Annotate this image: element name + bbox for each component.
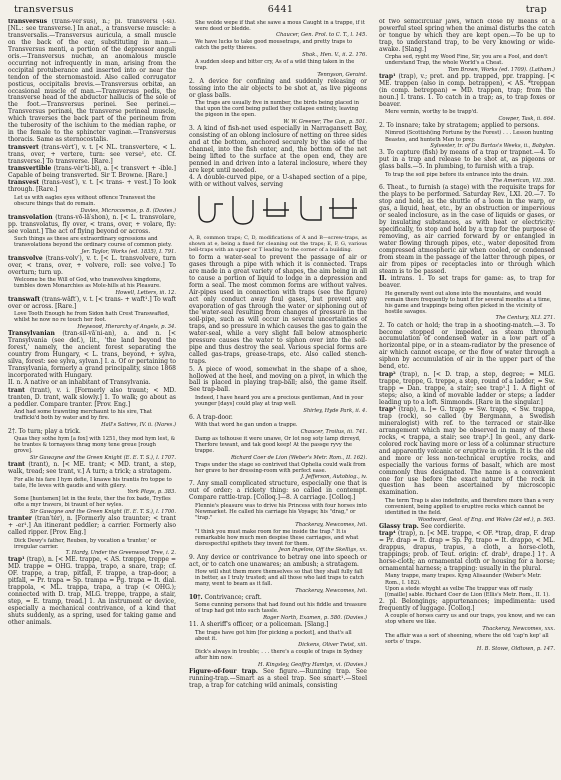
dictionary-entry bbox=[379, 276, 555, 290]
entry-text: Love Tooth Enough he from Sidon hath Crest Transwafted, whilst he now no re touch her foot. bbox=[14, 311, 170, 324]
trap-diagram-figure bbox=[193, 192, 363, 230]
entry-text: Jean Ingelow, Off the Skelligs, xx. bbox=[278, 547, 367, 554]
entry-text: 3. To capture (fish) by means of a trap or trapnet.—4. To put in a trap and release to be shot at, as pigeons or glass balls.—5. In plumbing, to furnish with a trap. bbox=[379, 149, 555, 171]
entry-text: 2. pl. Belongings; appurtenances; impedimenta: used frequently of luggage. [Colloq.] bbox=[379, 597, 555, 612]
entry-text: A sudden sleep and bitter cry, As of a wild thing taken in the trap. bbox=[195, 59, 355, 72]
dictionary-entry bbox=[189, 255, 367, 366]
entry-text: Richard Coer de Lion (Weber's Metr. Rom., II. 162). bbox=[230, 454, 367, 461]
page-number: 6441 bbox=[267, 4, 294, 15]
trap-shape-1 bbox=[233, 196, 253, 224]
quotation bbox=[189, 422, 367, 428]
quotation bbox=[8, 195, 176, 207]
dictionary-entry bbox=[189, 79, 367, 100]
dictionary-entry bbox=[8, 215, 176, 236]
quotation bbox=[189, 529, 367, 547]
dictionary-entry bbox=[8, 180, 176, 194]
entry-text: 11. A sheriff's officer, or a policeman. [Slang.] bbox=[189, 621, 329, 629]
dictionary-entry bbox=[189, 175, 367, 189]
quotation bbox=[189, 100, 367, 118]
headword: transvolve bbox=[8, 254, 43, 262]
dictionary-entry bbox=[379, 599, 555, 613]
headword: transvert bbox=[8, 143, 39, 151]
entry-text: (trant), v. i. [Formerly also traunt; < MD. tranten, D. trant, walk slowly.] 1. To walk; go about as a peddler. Compare tranter. [Prov. Eng.] bbox=[8, 386, 176, 408]
citation bbox=[189, 642, 367, 648]
quotation bbox=[189, 436, 367, 454]
entry-text: Mere vermin, worthy to be trapp'd. bbox=[385, 109, 478, 116]
entry-text: The Century, XLI. 271. bbox=[495, 315, 555, 322]
quotation bbox=[379, 54, 555, 66]
quotation bbox=[189, 630, 367, 642]
dictionary-entry bbox=[8, 297, 176, 311]
entry-text: Crpha sed, ryght my Wood Fine, Sir, you are a Fool, and don't understand Trap, the whole World's a Cheat. bbox=[385, 54, 548, 67]
entry-text: H. B. Stowe, Oldtown, p. 147. bbox=[476, 645, 555, 652]
quotation bbox=[8, 477, 176, 489]
quotation bbox=[189, 39, 367, 51]
entry-text: 7. Any small complicated structure, especially one that is out of order; a rickety thing: so called in contempt. Compare rattle-trap. [Colloq.]—8. A carriage. [Colloq.] bbox=[189, 480, 367, 502]
entry-text: Let us with eagles eyes without offence Transvest the obscure things that do remain. bbox=[14, 194, 156, 207]
dictionary-entry bbox=[189, 622, 367, 629]
entry-text: (trans-wäft′), v. t. [< trans- + waft¹.] To waft over or across. [Rare.] bbox=[8, 295, 176, 310]
headword: transvertible bbox=[8, 165, 52, 173]
entry-text: (trap), n. [< ME. trappe, < AS. træppe, treppe = MD. trappe = OHG. trappa, trapo, a snare, trap; cf. OF. trappe, a trap, pitfall, F. trappe, a trap-door, a pitfall, = Pr. trapa = Sp. trampa = Pg. trapa = It. dial. trappola, < ML. trappa, trapa, a trap (< OHG.); connected with D. trap, MLG. treppe, trappe, a stair, step, = E. tramp, tread.] 1. An instrument or device, especially a mechanical contrivance, of a kind that shuts suddenly, as a spring, used for taking game and other animals. bbox=[8, 556, 176, 626]
dictionary-entry bbox=[189, 595, 367, 602]
entry-text: 6. Theat., to furnish (a stage) with the requisite traps for the plays to be performed. Saturday Rev., LXI. 20.—7. To stop and hold, as the shuttle of a loom in the warp, or gas, a liquid, heat, etc., by an obstruction or impervious or sealed inclosure, as in the case of liquids or gases, or by insulating substances, as with heat or electricity: specifically, to stop and hold by a trap for the purpose of removing, as air carried forward by or entangled in water flowing through pipes, etc., water deposited from compressed atmospheric air when cooled, or condensed from steam in the passage of the latter through pipes, or air from pipes or receptacles into or through which steam is to be passed. bbox=[379, 184, 555, 275]
entry-text: Traps under the stage so contrived that Ophelia could walk from her grave to her dressing-room with perfect ease. bbox=[195, 461, 366, 474]
entry-text: 2. A device for confining and suddenly releasing or tossing into the air objects to be shot at, as live pigeons or glass balls. bbox=[189, 77, 367, 99]
headword: trap³ bbox=[379, 405, 396, 413]
quotation bbox=[189, 395, 367, 407]
entry-text: Flennie's pleasure was to drive his Princess with four horses into Newmarket. He called his carriage his Voyage; his "drag," or "trap." bbox=[195, 502, 367, 522]
entry-text: intrans. 1. To set traps for game: as, to trap for beaver. bbox=[379, 275, 555, 290]
entry-text: Indeed, I have heard you are a precious gentleman, And in your younger [days] could play at trap well. bbox=[195, 394, 364, 407]
quotation bbox=[189, 462, 367, 474]
entry-text: With that word he gan undon a trappe. bbox=[195, 422, 298, 429]
entry-text: Dick Dewy's father, Reuben, by vocation a 'tranter,' or irregular carrier. bbox=[14, 537, 157, 550]
entry-text: The traps have got him [for picking a pocket], and that's all about it. bbox=[195, 629, 352, 642]
entry-text: Jer. Taylor, Works (ed. 1835), I. 791. bbox=[81, 248, 176, 255]
entry-text: Many trappe, many trapes. Kyng Alisaunder (Weber's Metr. Rom., I. 182). bbox=[385, 573, 542, 586]
headword: trap¹ bbox=[379, 73, 396, 81]
entry-text: T. Hardy, Under the Greenwood Tree, i. 2. bbox=[65, 550, 176, 557]
trap-shape-0 bbox=[199, 196, 223, 222]
entry-text: of two semicircular jaws, which close by means of a powerful steel spring when the animal disturbs the catch or tongue by which they are kept open.—To be up to trap, to understand trap, to be very knowing or wide-awake. [Slang.] bbox=[379, 19, 555, 53]
dictionary-entry bbox=[379, 531, 555, 573]
headword: transvest bbox=[8, 179, 40, 187]
entry-text: We have lucks to take good mousetraps, and pretty traps to catch the petty thieves. bbox=[195, 39, 353, 52]
entry-text: Some [huntsmen] let in the feute, ther the fox bade, Tryfles ofte a myr travers, bi traunt of her wyles. bbox=[14, 496, 171, 509]
entry-text: (trap), v.; pret. and pp. trapped, ppr. trapping. [< ME. trappen (also in comp. betrappen), < AS. *treppan (in comp. betreppan) = MD. trappen, trap; from the noun.] I. trans. 1. To catch in a trap; as, to trap foxes or beaver. bbox=[379, 73, 555, 108]
quotation bbox=[8, 236, 176, 248]
entry-text: Sir Gawayne and the Green Knight (E. E. T. S.), l. 1700. bbox=[29, 509, 176, 516]
entry-text: Some cunning persons that had found out his fiddle and treasure of trap had got into such tassle. bbox=[195, 602, 367, 615]
entry-text: Nimrod (Scottish(ing Fortune by the Forest) . . . Lesson hunting Beastes, and hunteth Men to prey. bbox=[385, 130, 554, 143]
entry-text: Contrivance; craft. bbox=[204, 593, 262, 601]
headword: transversus bbox=[8, 19, 48, 25]
entry-text: For alle his fare I hym defie, I knawe his trantis fro toppe to taile, He leves with gaudis and with gilery. bbox=[14, 476, 172, 489]
entry-text: Tennyson, Geraint. bbox=[317, 71, 367, 78]
headword: trant bbox=[8, 386, 25, 394]
quotation bbox=[189, 59, 367, 71]
quotation bbox=[8, 409, 176, 421]
quotation bbox=[8, 311, 176, 323]
entry-text: Chaucer, Troilus, iii. 741. bbox=[300, 428, 367, 435]
entry-text: 6. A trap-door. bbox=[189, 413, 233, 421]
column-1 bbox=[8, 19, 176, 774]
quotation bbox=[8, 436, 176, 454]
dictionary-entry bbox=[189, 669, 367, 690]
column-3 bbox=[379, 19, 555, 774]
headword: Transylvanian bbox=[8, 330, 55, 338]
quotation bbox=[8, 496, 176, 508]
entry-text: How will shut them more themselves so that they shall fully fall in better, as I truly trusted; and all those who laid traps to catch many, went to beam as it fall. bbox=[195, 568, 364, 588]
dictionary-entry bbox=[189, 367, 367, 395]
quotation bbox=[8, 538, 176, 550]
entry-text: Thackeray, Newcomes, lvii. bbox=[295, 521, 367, 528]
entry-text: (trant), n. [< ME. trant; < MD. trant, a step, walk, tread; see trant, v.] A turn; a trick; a stratagem. bbox=[8, 461, 176, 476]
entry-text: Dickens, Oliver Twist, xiii. bbox=[298, 642, 367, 649]
citation bbox=[379, 646, 555, 652]
headword: Glassy trap. bbox=[379, 522, 419, 530]
dictionary-entry bbox=[379, 123, 555, 130]
quotation bbox=[8, 277, 176, 289]
quotation bbox=[189, 503, 367, 521]
entry-text: See cordierite. bbox=[420, 522, 466, 530]
entry-text: J. Jefferson, Autobiog., iv. bbox=[300, 474, 367, 481]
entry-text: (trans-volv′), v. t. [< L. transvolvere, turn over, < trans, over, + volvere, roll: see volve.] To overturn; turn up. bbox=[8, 254, 176, 276]
citation bbox=[379, 626, 555, 632]
entry-text: Shirley, Hyde Park, ii. 4. bbox=[303, 407, 367, 414]
entry-text: (trans-vest′), v. t. [< trans- + vest.] To look through. [Rare.] bbox=[8, 179, 176, 194]
entry-text: Hall's Satires, IV. ii. (Nares.) bbox=[101, 421, 176, 428]
citation bbox=[189, 52, 367, 58]
dictionary-entry bbox=[8, 388, 176, 409]
quotation bbox=[379, 291, 555, 315]
entry-text: The term Trap is also indefinite, and therefore more than a very convenient, being applied to eruptive rocks which cannot be identified in the field. bbox=[385, 497, 554, 517]
quotation bbox=[379, 109, 555, 115]
entry-text: Sylvester, tr. of Du Bartas's Weeks, ii., Babylon. bbox=[430, 143, 555, 150]
headword: Figure-of-four trap. bbox=[189, 668, 258, 676]
headword: tranter bbox=[8, 515, 32, 523]
header-right-guideword: trap bbox=[525, 4, 547, 15]
dictionary-entry bbox=[8, 19, 176, 144]
entry-text: (tran′tėr), n. [Formerly also traunter; < trant + -er¹.] An itinerant peddler; a carrier. Formerly also called ripper. [Prov. Eng.] bbox=[8, 515, 176, 537]
dictionary-entry bbox=[379, 19, 555, 54]
entry-text: Thackeray, Newcomes, xxx. bbox=[482, 625, 555, 632]
citation bbox=[189, 429, 367, 435]
entry-text: 3. A kind of fish-net used especially in Narragansett Bay, consisting of an oblong inclosure of netting on three sides and at the bottom, anchored securely by the side of the channel, into the fish enter, and, the bottom of the net being lifted to the surface at the open end, they are penned in and driven into a lateral inclosure, where they are kept until needed. bbox=[189, 125, 367, 174]
header-left-guideword: transversus bbox=[14, 4, 74, 15]
entry-text: He generally went out alone into the mountains, and would remain there frequently to hunt if for several months at a time, his game and trappings being often picked in the vicinity of hostile savages. bbox=[385, 290, 552, 315]
quotation bbox=[189, 569, 367, 587]
quotation bbox=[379, 130, 555, 142]
entry-text: (trap), n. [= G. trapp = Sw. trapp, < Sw. trappa, trap (rock), so called (by Bergmann, a Swedish mineralogist) with ref. to the terraced or stair-like arrangement which may be observed in many of these rocks, < trappa, a stair; see trap².] In geol., any dark-colored rock having more or less of a columnar structure and apparently volcanic or eruptive in origin. It is the old and more or less non-technical eruptive rocks, and especially the various forms of basalt, which are most commonly thus designated. The name is a convenient one for use before the exact nature of the rock in question has been ascertained by microscopic examination. bbox=[379, 405, 555, 497]
headword: transwaft bbox=[8, 295, 40, 303]
trap-shape-2 bbox=[263, 198, 289, 216]
entry-text: W. W. Greener, The Gun, p. 501. bbox=[283, 118, 367, 125]
citation bbox=[189, 32, 367, 38]
headword: trap¹ bbox=[8, 556, 25, 564]
quotation bbox=[379, 586, 555, 598]
dictionary-entry bbox=[8, 516, 176, 537]
dictionary-entry bbox=[8, 429, 176, 436]
dictionary-entry bbox=[379, 74, 555, 109]
entry-text: 2†. To turn; play a trick. bbox=[8, 427, 81, 435]
entry-text: "I think you must make room for me inside the trap." It is remarkable how much men despise these carriages, and what disrespectful epithets they invent for them. bbox=[195, 528, 359, 547]
entry-text: (trap), n. [< ME. trappe, < OF. *trap, drap, F. drap = Pr. drap = It. drap = Sp. Pg. trapo = It. drappo, < ML. drappus, drapus, trapus, a cloth, a horse-cloth, trappings; prob. of Teut. origin: cf. drab¹, drape.] 1†. A horse-cloth; an ornamental cloth or housing for a horse; ornamental harness; a trapping: usually in the plural. bbox=[379, 530, 555, 572]
entry-text: Dick's always in trouble; . . . there's a couple of traps in Sydney after him now. bbox=[195, 649, 363, 662]
trap-shape-4 bbox=[329, 198, 357, 218]
dictionary-entry bbox=[189, 126, 367, 175]
quotation bbox=[189, 649, 367, 661]
entry-text: 9. Any device or contrivance to betray one into speech or act, or to catch one unawares; an ambush; a stratagem. bbox=[189, 553, 367, 568]
dictionary-entry bbox=[8, 462, 176, 476]
entry-text: Thackeray, Newcomes, lvii. bbox=[295, 587, 367, 594]
entry-text: 4. A double-curved pipe, or a U-shaped section of a pipe, with or without valves, serving bbox=[189, 174, 367, 189]
figure bbox=[189, 192, 367, 233]
entry-text: Howell, Letters, iii. 12. bbox=[115, 289, 176, 296]
entry-text: (trans-vėr′ti-bl), a. [< transvert + -ible.] Capable of being transverted. Sir T. Browne. [Rare.] bbox=[8, 165, 176, 179]
quotation bbox=[379, 498, 555, 516]
dictionary-entry bbox=[8, 331, 176, 380]
figure-caption bbox=[189, 236, 367, 254]
dictionary-entry bbox=[8, 166, 176, 180]
entry-text: Such things as these are extraordinary egressions and transvolations beyond the ordinary course of common piety. bbox=[14, 235, 172, 249]
dictionary-entry bbox=[379, 407, 555, 497]
entry-text: Chaucer, Gen. Prol. to C. T., l. 145. bbox=[276, 32, 367, 39]
dictionary-entry bbox=[189, 415, 367, 422]
citation bbox=[189, 455, 367, 461]
entry-text: 2. To catch or hold; the trap in a shooting-match.—3. To become stopped or impeded, as steam through accumulation of condensed water in a low part of a horizontal pipe, or in a steam-radiator by the presence of air which cannot escape, or the flow of water through a siphon by accumulation of air in the upper part of the bend, etc. bbox=[379, 321, 555, 371]
quotation bbox=[189, 602, 367, 614]
headword: II. bbox=[379, 275, 387, 283]
entry-text: York Plays, p. 383. bbox=[127, 489, 176, 496]
entry-text: See figure.—Running trap. See running-trap.—Smart as a steel trap. See smart¹.—Steel trap, a trap for catching wild animals, consisting bbox=[189, 668, 367, 690]
entry-text: A, B, common traps; C, D, modifications of A and B—screw-traps, as shown at e, being a fixed for cleaning out the traps; E, F, G, various bell-traps with an upper or T leading to the corner of a building. bbox=[189, 235, 367, 253]
quotation bbox=[379, 172, 555, 178]
quotation bbox=[379, 613, 555, 625]
entry-text: A couple of horses carry us and our traps, you know, and we can stop where we like. bbox=[385, 613, 555, 626]
entry-text: To trap the soil pipe before its entrance into the drain. bbox=[385, 171, 529, 178]
entry-text: II. n. A native or an inhabitant of Transylvania. bbox=[8, 379, 151, 387]
headword: transvolation bbox=[8, 213, 53, 221]
entry-text: (tran-sil-vā′ni-an), a. and n. [< Transylvania (see def.), lit., 'the land beyond the forest,' namely, the ancient forest separating the country from Hungary, < L. trans, beyond, + sylva, silva, forest: see sylva, sylvan.] I. a. Of or pertaining to Transylvania, formerly a grand principality, since 1868 incorporated with Hungary. bbox=[8, 330, 176, 379]
dictionary-entry bbox=[189, 555, 367, 569]
entry-text: Heywood, Hierarchy of Angels, p. 34. bbox=[77, 323, 176, 330]
entry-text: H. Kingsley, Geoffry Hamlyn, vi. (Davies.) bbox=[258, 662, 367, 669]
quotation bbox=[189, 20, 367, 32]
entry-text: (trans-vėrt′), v. t. [< NL. transvertere, < L. trans, over, + vertere, turn: see verse¹, etc. Cf. transverse.] To transverse. [Rare.] bbox=[8, 143, 176, 165]
entry-text: The American, VII. 398. bbox=[492, 178, 555, 185]
citation bbox=[189, 522, 367, 528]
entry-text: And had some trawnting merchaunt to his sire, That trafficki'd both by water and by fire. bbox=[14, 409, 152, 422]
entry-text: 2. To insnare; take by stratagem; applied to persons. bbox=[379, 122, 540, 129]
quotation bbox=[379, 633, 555, 645]
entry-text: (trans-vėr′sus), n.; pl. transversi (-si). [NL.: see transverse.] In anat., a transverse muscle: a transversalis.—Transversus auricula, a small muscle on the back of the ear, substituting in man.—Transversus menti, a portion of the depressor anguli oris.—Transversus nuchæ, an anomalous muscle occurring not infrequently in man, arising from the occipital protuberance and inserted into or near the tendon of the sternomastoid. Also called corrugator posticus, occipitalis brevis.—Transversus orbitæ, an occasional muscle of man.—Transversus pedis, the transverse head of the abductor hallucis of the sole of the foot.—Transversus perinei. See perinei.—Transversus perinæi, the transverse perineal muscle, which traverses the back part of the perineum from the tuberosity of the ischium to the median raphe, or in the female to the sphincter vaginæ.—Transversus thoracis. Same as sternocostalis. bbox=[8, 19, 176, 144]
entry-text: Upon a stede whyght as velbe The trappur was off ruely [(maille] sable. Richard Coer de Lion (Ellis's Metr. Rom., II. 1). bbox=[385, 586, 550, 599]
quotation bbox=[379, 573, 555, 585]
citation bbox=[8, 489, 176, 495]
entry-text: 5. A piece of wood, somewhat in the shape of a shoe, hollowed at the heel, and moving on a pivot, in which the ball is placed in playing trap-ball; also, the game itself. See trap-ball. bbox=[189, 365, 367, 394]
dictionary-entry bbox=[379, 150, 555, 171]
dictionary-entry bbox=[8, 557, 176, 627]
dictionary-entry bbox=[8, 145, 176, 166]
column-2 bbox=[189, 19, 367, 774]
entry-text: (trans-vō-lā′shon), n. [< L. transvolare, pp. transvolatus, fly over, < trans, over, + volare, fly: see volant.] The act of flying beyond or across. bbox=[8, 213, 176, 235]
entry-text: Quas they sothe hym [a fox] with 1251, they mod hym lest, & he trantes & tornayees thrag mony tene greue [rough grove]. bbox=[14, 436, 176, 455]
entry-text: Sir Gawayne and the Green Knight (E. E. T. S.), l. 1707. bbox=[29, 455, 176, 462]
dictionary-entry bbox=[189, 481, 367, 502]
entry-text: to form a water-seal to prevent the passage of air or gases through a pipe with which it is connected. Traps are made in a great variety of shapes, the aim being in all to cause a portion of liquid to lodge in a depression and form a seal. The most common forms are without valves. Air-pipes used in connection with traps (see the figure) act only conduct away foul gases, but prevent any evaporation of gas through the water or siphoning out of the water-seal resulting from changes of pressure in the soil-pipe, such as will occur in several uncertainties of traps, and so pressure in which causes the gas to gain the water-seal, while a very slight fall below atmospheric pressure causes the water to siphon over into the soil-pipe and thus destroy the seal. Various special forms are called gas-traps, grease-traps, etc. Also called stench-traps. bbox=[189, 253, 367, 366]
entry-text: Damp as tolhouse it were unawe, Or lot nog soty lamp dirreyd, Therfore tewant, and tak good keep! At the passge ryvy the trappe. bbox=[195, 435, 361, 454]
entry-text: Roger North, Examen, p. 580. (Davies.) bbox=[263, 615, 367, 621]
headword: 10†. bbox=[189, 593, 203, 601]
dictionary-entry bbox=[8, 256, 176, 277]
headword: trap² bbox=[379, 370, 396, 378]
entry-text: She wolde wepe if that she sawe a mous Caught in a trappe, if it were deed or bledde. bbox=[195, 19, 365, 32]
running-header bbox=[14, 4, 547, 18]
entry-text: (trap), n. [< D. trap, a step, degree; = MLG. trappe, treppe, G. treppe, a step, round of a ladder, = Sw. trapp = Dan. trappe, a stair; see trap¹.] 1. A flight of steps; also, a kind of movable ladder or steps; a ladder leading up to a loft. Simmonds. [Rare in the singular.] bbox=[379, 370, 555, 406]
entry-text: The traps are usually five in number, the birds being placed in that upon the cord being pulled they collapse entirely, leaving the pigeon in the open. bbox=[195, 100, 360, 119]
entry-text: Woodward, Geol. of Eng. and Wales (2d ed.), p. 563. bbox=[417, 516, 555, 523]
trap-shape-3 bbox=[301, 196, 321, 220]
entry-text: Davies, Microcosmos, p. 8. (Davies.) bbox=[80, 207, 176, 214]
headword: trant bbox=[8, 461, 25, 469]
entry-text: Cowper, Task, ii. 664. bbox=[498, 115, 555, 122]
dictionary-entry bbox=[379, 372, 555, 407]
headword: trap⁴ bbox=[379, 530, 396, 538]
entry-text: Welcome be the Will of God, who transvolves kingdoms, tumbles down Monarchies as Mole-hills at his Pleasure. bbox=[14, 277, 162, 290]
dictionary-entry bbox=[379, 323, 555, 372]
entry-text: Shak., Hen. V., ii. 2. 176. bbox=[302, 51, 367, 58]
entry-text: The affair was a sort of sheening, where the old 'cap'n kep' all sorts o' traps. bbox=[385, 632, 549, 646]
dictionary-entry bbox=[379, 185, 555, 275]
entry-text: Tom Brown, Works (ed. 1709). (Latham.) bbox=[447, 66, 555, 73]
